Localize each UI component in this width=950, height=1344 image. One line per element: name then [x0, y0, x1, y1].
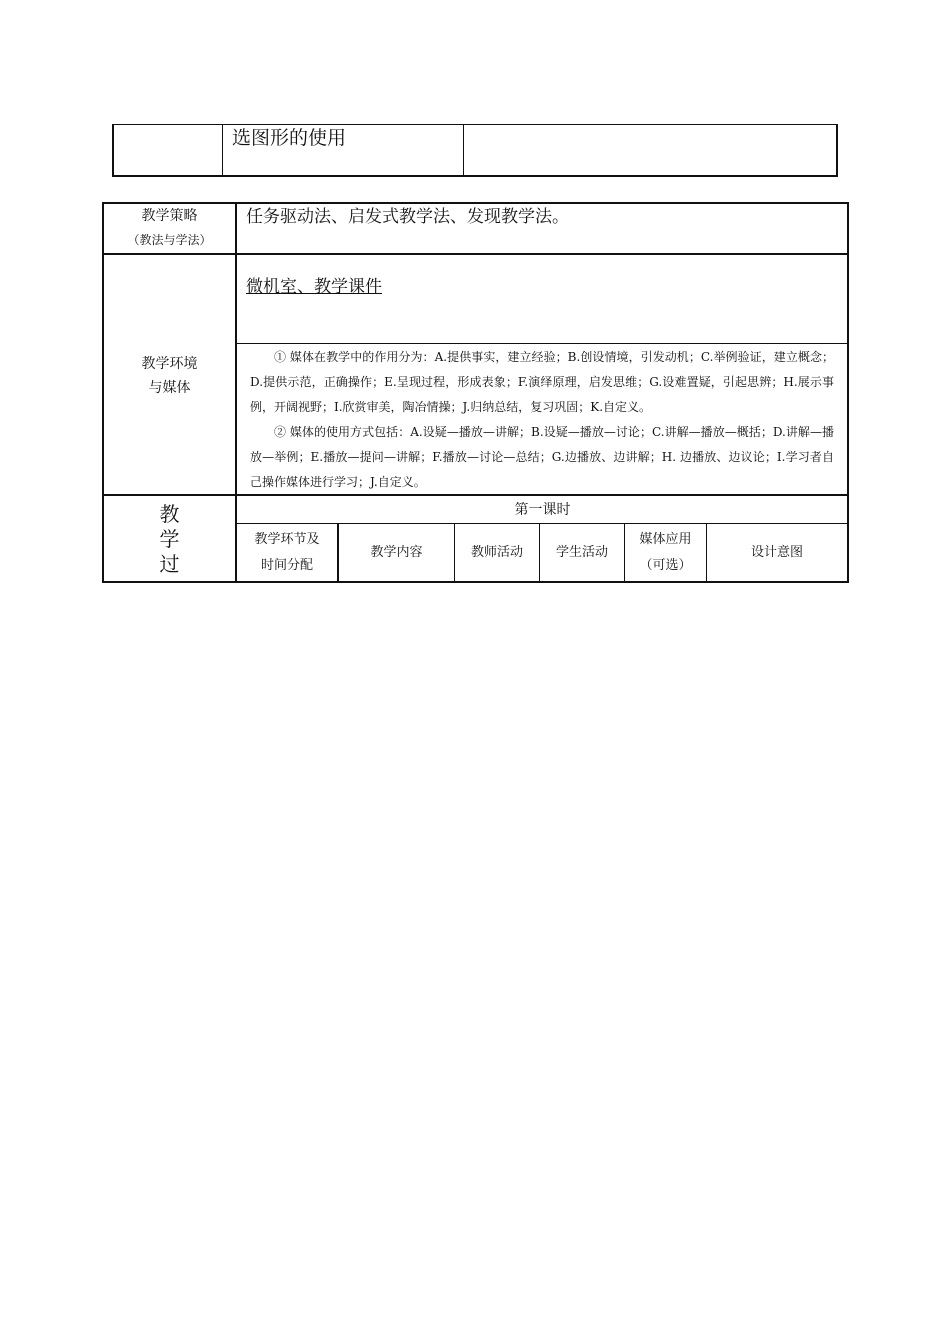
- environment-label-line1: 教学环境: [141, 356, 198, 372]
- column-header-line: 教学内容: [370, 545, 423, 560]
- process-label-char: 过: [159, 552, 180, 576]
- strategy-content: 任务驱动法、启发式教学法、发现教学法。: [246, 207, 569, 227]
- row-divider: [236, 523, 848, 524]
- media-role-paragraph: ① 媒体在教学中的作用分为：A.提供事实，建立经验；B.创设情境，引发动机；C.举例验证，建立概念；D.提供示范，正确操作；E.呈现过程，形成表象；F.演绎原理，启发思维；G.设难置疑，引起思辨；H.展示事例，开阔视野；I.欣赏审美，陶冶情操；J.归纳总结，复习巩固；K.自定义。: [250, 350, 834, 414]
- environment-content: 微机室、教学课件: [246, 277, 382, 297]
- media-usage-paragraph: ② 媒体的使用方式包括：A.设疑—播放—讲解；B.设疑—播放—讨论；C.讲解—播放—概括；D.讲解—播放—举例；E.播放—提问—讲解；F.播放—讨论—总结；G.边播放、边讲解；H. 边播放、边议论；I.学习者自己操作媒体进行学习；J.自定义。: [250, 425, 834, 489]
- column-header-line: 教学环节及: [254, 532, 320, 547]
- column-header-media: [625, 526, 706, 580]
- column-header-line: 时间分配: [260, 558, 313, 573]
- process-label-char: 教: [159, 502, 180, 526]
- top-fragment-cell-text: 选图形的使用: [232, 127, 347, 149]
- top-fragment-table: [112, 124, 838, 177]
- column-header-intent: [707, 526, 847, 580]
- column-header-student: [540, 526, 624, 580]
- row-divider: [102, 253, 849, 255]
- column-header-line: 媒体应用: [639, 532, 692, 547]
- column-header-line: 学生活动: [555, 545, 608, 560]
- column-header-line: 教师活动: [470, 545, 523, 560]
- top-fragment-divider: [222, 124, 223, 176]
- row-divider: [236, 343, 848, 344]
- column-header-content: [339, 526, 454, 580]
- column-header-line: （可选）: [639, 558, 692, 573]
- top-fragment-divider: [463, 124, 464, 176]
- column-header-stage: [237, 526, 337, 580]
- column-header-teacher: [455, 526, 539, 580]
- column-header-line: 设计意图: [750, 545, 803, 560]
- process-label-char: 学: [159, 527, 180, 551]
- environment-label-line2: 与媒体: [148, 380, 191, 396]
- strategy-label: 教学策略: [141, 208, 198, 224]
- lesson-title: 第一课时: [514, 502, 571, 518]
- strategy-sublabel: （教法与学法）: [127, 233, 212, 247]
